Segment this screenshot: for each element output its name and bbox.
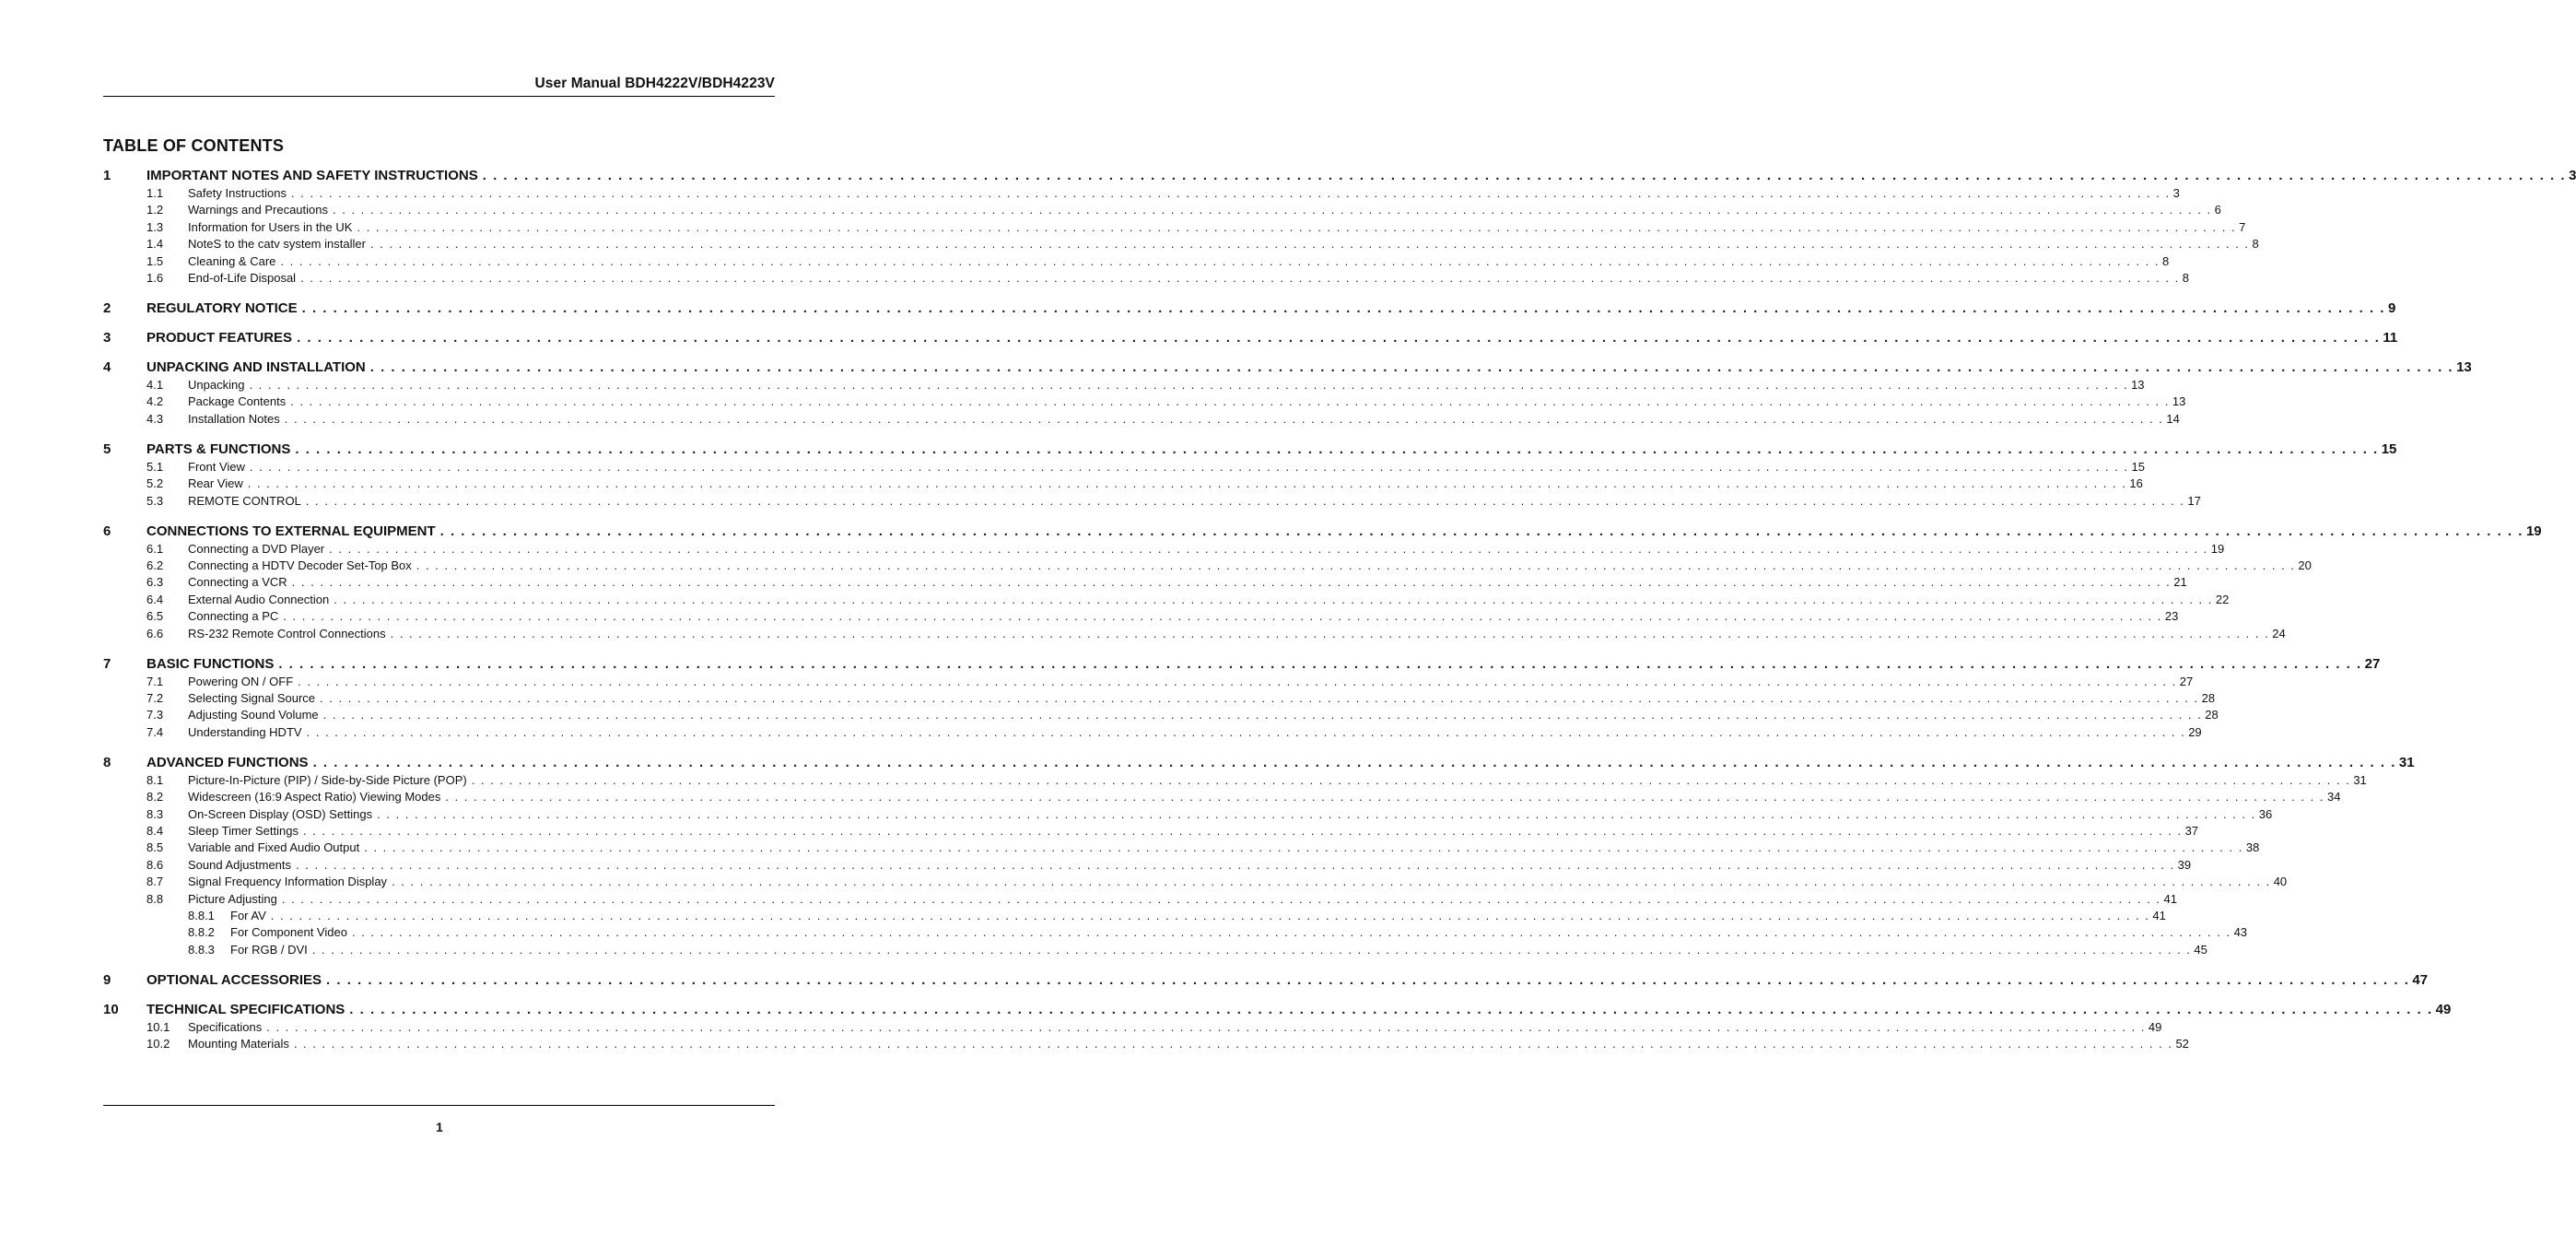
toc-entry-page: 41 (2152, 909, 2166, 922)
toc-dot-leader: . . . . . . . . . . . . . . . . . . . . . . . . . . . . . . . . . . . . . . . . . . . . . . . . . . . . . . . . . . . . . . . . . . . . . . . . . . . . . . . . . . . . . . . . . . . . . . . . . . . . . . . . . . . . . . . . . . . . . . . . . . . . . . . . . . . . . . . . . . . . . . . . . . . . . . . . . . . . . . . . . . . . . . . . . . . . . . . . . . . . . . . . . . . . . . . . . . . . . . . . (305, 493, 2185, 508)
toc-entry-label: For AV (230, 909, 266, 922)
toc-entry-label: On-Screen Display (OSD) Settings (188, 806, 373, 821)
toc-dot-leader: . . . . . . . . . . . . . . . . . . . . . . . . . . . . . . . . . . . . . . . . . . . . . . . . . . . . . . . . . . . . . . . . . . . . . . . . . . . . . . . . . . . . . . . . . . . . . . . . . . . . . . . . . . . . . . . . . . . . . . . . . . . . . . . . . . . . . . . . . . . . . . . . . . . . . . . . . . . . . . . . . . . . . . . . . . . . . . . . . . . . . . . . . . . . . . . . . . . . . . . . (416, 558, 2296, 572)
toc-entry-page: 37 (2184, 824, 2199, 838)
toc-entry-number: 4.3 (146, 411, 164, 426)
toc-entry-label: End-of-Life Disposal (188, 271, 297, 285)
toc-entry-number: 6.2 (146, 558, 164, 572)
toc-dot-leader: . . . . . . . . . . . . . . . . . . . . . . . . . . . . . . . . . . . . . . . . . . . . . . . . . . . . . . . . . . . . . . . . . . . . . . . . . . . . . . . . . . . . . . . . . . . . . . . . . . . . . . . . . . . . . . . . . . . . . . . . . . . . . . . . . . . . . . . . . . . . . . . . . . . . . . . . . . . . . . . . . . . . . . . . . . . . . . . . . . . . . . . . . . . . . . . . . . . . . . . . (369, 237, 2250, 252)
toc-entry-page: 45 (2194, 942, 2207, 957)
toc-dot-leader: . . . . . . . . . . . . . . . . . . . . . . . . . . . . . . . . . . . . . . . . . . . . . . . . . . . . . . . . . . . . . . . . . . . . . . . . . . . . . . . . . . . . . . . . . . . . . . . . . . . . . . . . . . . . . . . . . . . . . . . . . . . . . . . . . . . . . . . . . . . . . . . . . . . . . . . . . . . . . . . . . . . . . . . . . . . . . . . . . . . . . . . . . . . . . . . . . . . . . . . . (349, 1001, 2433, 1017)
toc-entry-number: 6.6 (146, 626, 164, 640)
toc-entry-number: 2 (103, 300, 111, 316)
toc-dot-leader: . . . . . . . . . . . . . . . . . . . . . . . . . . . . . . . . . . . . . . . . . . . . . . . . . . . . . . . . . . . . . . . . . . . . . . . . . . . . . . . . . . . . . . . . . . . . . . . . . . . . . . . . . . . . . . . . . . . . . . . . . . . . . . . . . . . . . . . . . . . . . . . . . . . . . . . . . . . . . . . . . . . . . . . . . . . . . . . . . . . . . . . . . . . . . . . . . . . . . . . . (392, 875, 2271, 889)
toc-dot-leader: . . . . . . . . . . . . . . . . . . . . . . . . . . . . . . . . . . . . . . . . . . . . . . . . . . . . . . . . . . . . . . . . . . . . . . . . . . . . . . . . . . . . . . . . . . . . . . . . . . . . . . . . . . . . . . . . . . . . . . . . . . . . . . . . . . . . . . . . . . . . . . . . . . . . . . . . . . . . . . . . . . . . . . . . . . . . . . . . . . . . . . . . . . . . . . . . . . . . . . . . (249, 459, 2129, 474)
toc-section-entry[interactable] (103, 891, 2177, 909)
toc-section-entry[interactable] (103, 378, 2145, 394)
toc-entry-number: 1.3 (146, 219, 164, 234)
toc-entry-label: Adjusting Sound Volume (188, 708, 319, 722)
toc-section-entry[interactable] (103, 493, 2201, 511)
toc-entry-number: 5.1 (146, 459, 164, 474)
toc-entry-number: 8.8.2 (188, 925, 215, 940)
toc-section-entry[interactable] (103, 575, 2187, 592)
toc-entry-page: 28 (2201, 691, 2216, 705)
toc-dot-leader: . . . . . . . . . . . . . . . . . . . . . . . . . . . . . . . . . . . . . . . . . . . . . . . . . . . . . . . . . . . . . . . . . . . . . . . . . . . . . . . . . . . . . . . . . . . . . . . . . . . . . . . . . . . . . . . . . . . . . . . . . . . . . . . . . . . . . . . . . . . . . . . . . . . . . . . . . . . . . . . . . . . . . . . . . . . . . . . . . . . . . . . . . . . . . . . . . . . . . . . . (302, 824, 2183, 838)
toc-entry-number: 6.5 (146, 609, 164, 624)
toc-section-entry[interactable] (103, 772, 2367, 790)
toc-section-entry[interactable] (103, 541, 2225, 558)
toc-entry-page: 13 (2172, 394, 2186, 409)
toc-entry-number: 10.2 (146, 1037, 170, 1051)
toc-entry-page: 49 (2148, 1019, 2162, 1034)
toc-entry-label: PARTS & FUNCTIONS (146, 440, 291, 457)
toc-entry-label: Cleaning & Care (188, 253, 276, 268)
toc-entry-page: 27 (2179, 674, 2194, 688)
toc-section-entry[interactable] (103, 237, 2259, 253)
toc-entry-page: 41 (2163, 891, 2177, 906)
toc-entry-number: 10.1 (146, 1019, 170, 1034)
toc-entry-page: 13 (2456, 359, 2472, 375)
page-number: 1 (436, 1120, 443, 1134)
toc-entry-label: Sound Adjustments (188, 857, 292, 872)
toc-entry-page: 23 (2164, 609, 2179, 624)
header-title: User Manual BDH4222V/BDH4223V (534, 76, 775, 91)
toc-dot-leader: . . . . . . . . . . . . . . . . . . . . . . . . . . . . . . . . . . . . . . . . . . . . . . . . . . . . . . . . . . . . . . . . . . . . . . . . . . . . . . . . . . . . . . . . . . . . . . . . . . . . . . . . . . . . . . . . . . . . . . . . . . . . . . . . . . . . . . . . . . . . . . . . . . . . . . . . . . . . . . . . . . . . . . . . . . . . . . . . . . . . . . . . . . . . . . . . . . . . . . . . (369, 359, 2454, 375)
toc-dot-leader: . . . . . . . . . . . . . . . . . . . . . . . . . . . . . . . . . . . . . . . . . . . . . . . . . . . . . . . . . . . . . . . . . . . . . . . . . . . . . . . . . . . . . . . . . . . . . . . . . . . . . . . . . . . . . . . . . . . . . . . . . . . . . . . . . . . . . . . . . . . . . . . . . . . . . . . . . . . . . . . . . . . . . . . . . . . . . . . . . . . . . . . . . . . . . . . . . . . . . . . . (312, 754, 2396, 770)
toc-dot-leader: . . . . . . . . . . . . . . . . . . . . . . . . . . . . . . . . . . . . . . . . . . . . . . . . . . . . . . . . . . . . . . . . . . . . . . . . . . . . . . . . . . . . . . . . . . . . . . . . . . . . . . . . . . . . . . . . . . . . . . . . . . . . . . . . . . . . . . . . . . . . . . . . . . . . . . . . . . . . . . . . . . . . . . . . . . . . . . . . . . . . . . . . . . . . . . . . . . . . . . . . (322, 708, 2203, 722)
toc-entry-number: 5.2 (146, 476, 164, 491)
toc-section-entry[interactable] (103, 790, 2341, 806)
toc-entry-number: 6.4 (146, 592, 164, 606)
toc-dot-leader: . . . . . . . . . . . . . . . . . . . . . . . . . . . . . . . . . . . . . . . . . . . . . . . . . . . . . . . . . . . . . . . . . . . . . . . . . . . . . . . . . . . . . . . . . . . . . . . . . . . . . . . . . . . . . . . . . . . . . . . . . . . . . . . . . . . . . . . . . . . . . . . . . . . . . . . . . . . . . . . . . . . . . . . . . . . . . . . . . . . . . . . . . . . . . . . . . . . . . . . . (306, 724, 2186, 739)
toc-entry-number: 8.7 (146, 875, 164, 889)
toc-entry-page: 39 (2177, 857, 2192, 872)
toc-entry-number: 4.2 (146, 394, 164, 409)
toc-entry-label: TECHNICAL SPECIFICATIONS (146, 1001, 345, 1017)
toc-dot-leader: . . . . . . . . . . . . . . . . . . . . . . . . . . . . . . . . . . . . . . . . . . . . . . . . . . . . . . . . . . . . . . . . . . . . . . . . . . . . . . . . . . . . . . . . . . . . . . . . . . . . . . . . . . . . . . . . . . . . . . . . . . . . . . . . . . . . . . . . . . . . . . . . . . . . . . . . . . . . . . . . . . . . . . . . . . . . . . . . . . . . . . . . . . . . . . . . . . . . . . . . (247, 476, 2127, 491)
toc-entry-number: 6 (103, 523, 111, 539)
toc-section-entry[interactable] (103, 1019, 2162, 1037)
toc-entry-number: 8.2 (146, 790, 164, 805)
toc-section-entry[interactable] (103, 925, 2248, 942)
toc-entry-page: 11 (2383, 330, 2398, 346)
toc-entry-page: 19 (2210, 541, 2225, 556)
toc-entry-page: 15 (2381, 440, 2397, 457)
toc-entry-number: 5.3 (146, 493, 164, 508)
toc-entry-page: 22 (2215, 592, 2230, 606)
toc-entry-page: 3 (2569, 168, 2576, 183)
toc-section-entry[interactable] (103, 806, 2273, 824)
toc-section-entry[interactable] (103, 558, 2312, 575)
toc-entry-number: 7.1 (146, 674, 164, 688)
toc-section-entry[interactable] (103, 708, 2219, 724)
toc-section-entry[interactable] (103, 186, 2180, 203)
toc-entry-label: Signal Frequency Information Display (188, 875, 388, 889)
toc-entry-label: Connecting a DVD Player (188, 541, 325, 556)
toc-section-entry[interactable] (103, 942, 2207, 959)
toc-section-entry[interactable] (103, 626, 2286, 643)
toc-entry-label: Installation Notes (188, 411, 280, 426)
toc-entry-page: 31 (2353, 772, 2367, 787)
toc-section-entry[interactable] (103, 909, 2166, 925)
toc-dot-leader: . . . . . . . . . . . . . . . . . . . . . . . . . . . . . . . . . . . . . . . . . . . . . . . . . . . . . . . . . . . . . . . . . . . . . . . . . . . . . . . . . . . . . . . . . . . . . . . . . . . . . . . . . . . . . . . . . . . . . . . . . . . . . . . . . . . . . . . . . . . . . . . . . . . . . . . . . . . . . . . . . . . . . . . . . . . . . . . . . . . . . . . . . . . . . . . . . . . . . . . . (298, 674, 2177, 688)
toc-entry-label: Package Contents (188, 394, 287, 409)
toc-entry-label: Rear View (188, 476, 243, 491)
toc-entry-number: 8 (103, 754, 111, 770)
toc-entry-page: 7 (2239, 219, 2246, 234)
toc-dot-leader: . . . . . . . . . . . . . . . . . . . . . . . . . . . . . . . . . . . . . . . . . . . . . . . . . . . . . . . . . . . . . . . . . . . . . . . . . . . . . . . . . . . . . . . . . . . . . . . . . . . . . . . . . . . . . . . . . . . . . . . . . . . . . . . . . . . . . . . . . . . . . . . . . . . . . . . . . . . . . . . . . . . . . . . . . . . . . . . . . . . . . . . . . . . . . . . . . . . . . . . . (301, 300, 2385, 316)
toc-section-entry[interactable] (103, 203, 2221, 219)
toc-chapter-entry[interactable] (103, 300, 2396, 317)
toc-entry-number: 1.5 (146, 253, 164, 268)
toc-dot-leader: . . . . . . . . . . . . . . . . . . . . . . . . . . . . . . . . . . . . . . . . . . . . . . . . . . . . . . . . . . . . . . . . . . . . . . . . . . . . . . . . . . . . . . . . . . . . . . . . . . . . . . . . . . . . . . . . . . . . . . . . . . . . . . . . . . . . . . . . . . . . . . . . . . . . . . . . . . . . . . . . . . . . . . . . . . . . . . . . . . . . . . . . . . . . . . . . . . . . . . . . (297, 330, 2381, 346)
toc-dot-leader: . . . . . . . . . . . . . . . . . . . . . . . . . . . . . . . . . . . . . . . . . . . . . . . . . . . . . . . . . . . . . . . . . . . . . . . . . . . . . . . . . . . . . . . . . . . . . . . . . . . . . . . . . . . . . . . . . . . . . . . . . . . . . . . . . . . . . . . . . . . . . . . . . . . . . . . . . . . . . . . . . . . . . . . . . . . . . . . . . . . . . . . . . . . . . . . . . . . . . . . . (270, 909, 2150, 922)
toc-entry-page: 21 (2173, 575, 2187, 590)
toc-entry-page: 15 (2131, 459, 2145, 474)
toc-dot-leader: . . . . . . . . . . . . . . . . . . . . . . . . . . . . . . . . . . . . . . . . . . . . . . . . . . . . . . . . . . . . . . . . . . . . . . . . . . . . . . . . . . . . . . . . . . . . . . . . . . . . . . . . . . . . . . . . . . . . . . . . . . . . . . . . . . . . . . . . . . . . . . . . . . . . . . . . . . . . . . . . . . . . . . . . . . . . . . . . . . . . . . . . . . . . . . . . . . . . . . . . (445, 790, 2324, 805)
toc-entry-label: Connecting a HDTV Decoder Set-Top Box (188, 558, 412, 572)
toc-entry-number: 6.3 (146, 575, 164, 590)
toc-entry-page: 16 (2129, 476, 2143, 491)
toc-entry-number: 9 (103, 971, 111, 988)
toc-entry-page: 24 (2272, 626, 2286, 640)
toc-entry-label: Mounting Materials (188, 1037, 289, 1051)
toc-chapter-entry[interactable] (103, 1001, 2452, 1018)
toc-title: TABLE OF CONTENTS (103, 136, 285, 155)
toc-entry-page: 19 (2525, 523, 2542, 539)
toc-entry-label: Warnings and Precautions (188, 203, 328, 217)
toc-entry-page: 49 (2435, 1001, 2452, 1017)
toc-entry-number: 4 (103, 359, 111, 375)
toc-dot-leader: . . . . . . . . . . . . . . . . . . . . . . . . . . . . . . . . . . . . . . . . . . . . . . . . . . . . . . . . . . . . . . . . . . . . . . . . . . . . . . . . . . . . . . . . . . . . . . . . . . . . . . . . . . . . . . . . . . . . . . . . . . . . . . . . . . . . . . . . . . . . . . . . . . . . . . . . . . . . . . . . . . . . . . . . . . . . . . . . . . . . . . . . . . . . . . . . . . . . . . . . (281, 891, 2161, 906)
toc-section-entry[interactable] (103, 476, 2143, 493)
toc-entry-label: CONNECTIONS TO EXTERNAL EQUIPMENT (146, 523, 436, 539)
toc-entry-number: 1.4 (146, 237, 164, 252)
toc-entry-number: 5 (103, 440, 111, 457)
toc-section-entry[interactable] (103, 840, 2260, 857)
toc-entry-number: 4.1 (146, 378, 164, 392)
toc-dot-leader: . . . . . . . . . . . . . . . . . . . . . . . . . . . . . . . . . . . . . . . . . . . . . . . . . . . . . . . . . . . . . . . . . . . . . . . . . . . . . . . . . . . . . . . . . . . . . . . . . . . . . . . . . . . . . . . . . . . . . . . . . . . . . . . . . . . . . . . . . . . . . . . . . . . . . . . . . . . . . . . . . . . . . . . . . . . . . . . . . . . . . . . . . . . . . . . . . . . . . . . . (266, 1019, 2146, 1034)
toc-entry-label: For RGB / DVI (230, 942, 308, 957)
toc-entry-label: REGULATORY NOTICE (146, 300, 298, 316)
toc-entry-page: 17 (2187, 493, 2201, 508)
toc-entry-page: 8 (2162, 253, 2170, 268)
toc-entry-number: 1.2 (146, 203, 164, 217)
toc-entry-label: External Audio Connection (188, 592, 330, 606)
toc-entry-page: 31 (2398, 754, 2415, 770)
toc-entry-number: 7.4 (146, 724, 164, 739)
toc-entry-page: 29 (2188, 724, 2202, 739)
toc-section-entry[interactable] (103, 724, 2202, 742)
toc-entry-label: PRODUCT FEATURES (146, 330, 293, 346)
toc-entry-page: 38 (2245, 840, 2260, 855)
toc-entry-page: 13 (2131, 378, 2145, 392)
toc-section-entry[interactable] (103, 459, 2145, 476)
toc-entry-page: 47 (2412, 971, 2429, 988)
toc-entry-page: 20 (2298, 558, 2312, 572)
toc-entry-label: Unpacking (188, 378, 245, 392)
toc-entry-label: Picture-In-Picture (PIP) / Side-by-Side Picture (POP) (188, 772, 467, 787)
toc-entry-number: 1.6 (146, 271, 164, 285)
toc-dot-leader: . . . . . . . . . . . . . . . . . . . . . . . . . . . . . . . . . . . . . . . . . . . . . . . . . . . . . . . . . . . . . . . . . . . . . . . . . . . . . . . . . . . . . . . . . . . . . . . . . . . . . . . . . . . . . . . . . . . . . . . . . . . . . . . . . . . . . . . . . . . . . . . . . . . . . . . . . . . . . . . . . . . . . . . . . . . . . . . . . . . . . . . . . . . . . . . . . . . . . . . . (280, 253, 2160, 268)
toc-chapter-entry[interactable] (103, 971, 2429, 989)
toc-entry-number: 3 (103, 330, 111, 346)
toc-dot-leader: . . . . . . . . . . . . . . . . . . . . . . . . . . . . . . . . . . . . . . . . . . . . . . . . . . . . . . . . . . . . . . . . . . . . . . . . . . . . . . . . . . . . . . . . . . . . . . . . . . . . . . . . . . . . . . . . . . . . . . . . . . . . . . . . . . . . . . . . . . . . . . . . . . . . . . . . . . . . . . . . . . . . . . . . . . . . . . . . . . . . . . . . . . . . . . . . . . . . . . . . (311, 942, 2192, 957)
toc-entry-number: 8.8.1 (188, 909, 215, 922)
toc-section-entry[interactable] (103, 271, 2189, 288)
toc-entry-label: Connecting a PC (188, 609, 279, 624)
toc-dot-leader: . . . . . . . . . . . . . . . . . . . . . . . . . . . . . . . . . . . . . . . . . . . . . . . . . . . . . . . . . . . . . . . . . . . . . . . . . . . . . . . . . . . . . . . . . . . . . . . . . . . . . . . . . . . . . . . . . . . . . . . . . . . . . . . . . . . . . . . . . . . . . . . . . . . . . . . . . . . . . . . . . . . . . . . . . . . . . . . . . . . . . . . . . . . . . . . . . . . . . . . . (377, 806, 2256, 821)
toc-entry-page: 28 (2205, 708, 2219, 722)
toc-dot-leader: . . . . . . . . . . . . . . . . . . . . . . . . . . . . . . . . . . . . . . . . . . . . . . . . . . . . . . . . . . . . . . . . . . . . . . . . . . . . . . . . . . . . . . . . . . . . . . . . . . . . . . . . . . . . . . . . . . . . . . . . . . . . . . . . . . . . . . . . . . . . . . . . . . . . . . . . . . . . . . . . . . . . . . . . . . . . . . . . . . . . . . . . . . . . . . . . . . . . . . . . (295, 440, 2379, 457)
toc-section-entry[interactable] (103, 875, 2288, 891)
toc-entry-page: 40 (2273, 875, 2288, 889)
toc-dot-leader: . . . . . . . . . . . . . . . . . . . . . . . . . . . . . . . . . . . . . . . . . . . . . . . . . . . . . . . . . . . . . . . . . . . . . . . . . . . . . . . . . . . . . . . . . . . . . . . . . . . . . . . . . . . . . . . . . . . . . . . . . . . . . . . . . . . . . . . . . . . . . . . . . . . . . . . . . . . . . . . . . . . . . . . . . . . . . . . . . . . . . . . . . . . . . . . . . . . . . . . . (390, 626, 2270, 640)
toc-entry-page: 27 (2364, 655, 2381, 672)
toc-chapter-entry[interactable] (103, 359, 2472, 376)
toc-entry-page: 6 (2214, 203, 2221, 217)
toc-entry-label: IMPORTANT NOTES AND SAFETY INSTRUCTIONS (146, 168, 478, 183)
toc-chapter-entry[interactable] (103, 330, 2398, 346)
toc-entry-label: Understanding HDTV (188, 724, 302, 739)
toc-entry-page: 3 (2172, 186, 2180, 200)
toc-dot-leader: . . . . . . . . . . . . . . . . . . . . . . . . . . . . . . . . . . . . . . . . . . . . . . . . . . . . . . . . . . . . . . . . . . . . . . . . . . . . . . . . . . . . . . . . . . . . . . . . . . . . . . . . . . . . . . . . . . . . . . . . . . . . . . . . . . . . . . . . . . . . . . . . . . . . . . . . . . . . . . . . . . . . . . . . . . . . . . . . . . . . . . . . . . . . . . . . . . . . . . . . (351, 925, 2231, 940)
toc-chapter-entry[interactable] (103, 168, 2576, 184)
toc-section-entry[interactable] (103, 857, 2192, 875)
toc-entry-label: NoteS to the catv system installer (188, 237, 366, 252)
toc-entry-label: Powering ON / OFF (188, 674, 294, 688)
toc-entry-number: 7.2 (146, 691, 164, 705)
toc-entry-page: 43 (2233, 925, 2248, 940)
toc-entry-label: ADVANCED FUNCTIONS (146, 754, 309, 770)
toc-section-entry[interactable] (103, 609, 2179, 626)
toc-entry-page: 8 (2252, 237, 2259, 252)
toc-dot-leader: . . . . . . . . . . . . . . . . . . . . . . . . . . . . . . . . . . . . . . . . . . . . . . . . . . . . . . . . . . . . . . . . . . . . . . . . . . . . . . . . . . . . . . . . . . . . . . . . . . . . . . . . . . . . . . . . . . . . . . . . . . . . . . . . . . . . . . . . . . . . . . . . . . . . . . . . . . . . . . . . . . . . . . . . . . . . . . . . . . . . . . . . . . . . . . . . . . . . . . . . (249, 378, 2129, 392)
toc-section-entry[interactable] (103, 691, 2216, 708)
toc-section-entry[interactable] (103, 592, 2230, 609)
toc-entry-label: Sleep Timer Settings (188, 824, 299, 838)
toc-entry-number: 7.3 (146, 708, 164, 722)
toc-entry-label: RS-232 Remote Control Connections (188, 626, 386, 640)
toc-entry-number: 8.8.3 (188, 942, 215, 957)
toc-entry-label: Specifications (188, 1019, 263, 1034)
toc-entry-label: Information for Users in the UK (188, 219, 353, 234)
toc-entry-number: 10 (103, 1001, 119, 1017)
toc-dot-leader: . . . . . . . . . . . . . . . . . . . . . . . . . . . . . . . . . . . . . . . . . . . . . . . . . . . . . . . . . . . . . . . . . . . . . . . . . . . . . . . . . . . . . . . . . . . . . . . . . . . . . . . . . . . . . . . . . . . . . . . . . . . . . . . . . . . . . . . . . . . . . . . . . . . . . . . . . . . . . . . . . . . . . . . . . . . . . . . . . . . . . . . . . . . . . . . . . . . . . . . . (284, 411, 2164, 426)
toc-section-entry[interactable] (103, 411, 2180, 429)
toc-section-entry[interactable] (103, 674, 2194, 691)
toc-entry-label: Selecting Signal Source (188, 691, 316, 705)
toc-chapter-entry[interactable] (103, 523, 2542, 540)
toc-entry-label: OPTIONAL ACCESSORIES (146, 971, 322, 988)
toc-entry-number: 1.1 (146, 186, 164, 200)
toc-dot-leader: . . . . . . . . . . . . . . . . . . . . . . . . . . . . . . . . . . . . . . . . . . . . . . . . . . . . . . . . . . . . . . . . . . . . . . . . . . . . . . . . . . . . . . . . . . . . . . . . . . . . . . . . . . . . . . . . . . . . . . . . . . . . . . . . . . . . . . . . . . . . . . . . . . . . . . . . . . . . . . . . . . . . . . . . . . . . . . . . . . . . . . . . . . . . . . . . . . . . . . . . (300, 271, 2180, 285)
toc-section-entry[interactable] (103, 253, 2170, 271)
toc-entry-page: 9 (2387, 300, 2396, 316)
toc-section-entry[interactable] (103, 824, 2199, 840)
toc-dot-leader: . . . . . . . . . . . . . . . . . . . . . . . . . . . . . . . . . . . . . . . . . . . . . . . . . . . . . . . . . . . . . . . . . . . . . . . . . . . . . . . . . . . . . . . . . . . . . . . . . . . . . . . . . . . . . . . . . . . . . . . . . . . . . . . . . . . . . . . . . . . . . . . . . . . . . . . . . . . . . . . . . . . . . . . . . . . . . . . . . . . . . . . . . . . . . . . . . . . . . . . . (333, 203, 2212, 217)
toc-entry-page: 52 (2175, 1037, 2189, 1051)
toc-entry-label: Variable and Fixed Audio Output (188, 840, 360, 855)
toc-entry-label: Front View (188, 459, 245, 474)
footer-rule (103, 1105, 775, 1106)
toc-dot-leader: . . . . . . . . . . . . . . . . . . . . . . . . . . . . . . . . . . . . . . . . . . . . . . . . . . . . . . . . . . . . . . . . . . . . . . . . . . . . . . . . . . . . . . . . . . . . . . . . . . . . . . . . . . . . . . . . . . . . . . . . . . . . . . . . . . . . . . . . . . . . . . . . . . . . . . . . . . . . . . . . . . . . . . . . . . . . . . . . . . . . . . . . . . . . . . . . . . . . . . . . (326, 971, 2410, 988)
toc-dot-leader: . . . . . . . . . . . . . . . . . . . . . . . . . . . . . . . . . . . . . . . . . . . . . . . . . . . . . . . . . . . . . . . . . . . . . . . . . . . . . . . . . . . . . . . . . . . . . . . . . . . . . . . . . . . . . . . . . . . . . . . . . . . . . . . . . . . . . . . . . . . . . . . . . . . . . . . . . . . . . . . . . . . . . . . . . . . . . . . . . . . . . . . . . . . . . . . . . . . . . . . . (334, 592, 2213, 606)
toc-section-entry[interactable] (103, 394, 2186, 411)
toc-entry-number: 8.5 (146, 840, 164, 855)
toc-dot-leader: . . . . . . . . . . . . . . . . . . . . . . . . . . . . . . . . . . . . . . . . . . . . . . . . . . . . . . . . . . . . . . . . . . . . . . . . . . . . . . . . . . . . . . . . . . . . . . . . . . . . . . . . . . . . . . . . . . . . . . . . . . . . . . . . . . . . . . . . . . . . . . . . . . . . . . . . . . . . . . . . . . . . . . . . . . . . . . . . . . . . . . . . . . . . . . . . . . . . . . . . (482, 168, 2567, 183)
toc-entry-number: 8.3 (146, 806, 164, 821)
toc-dot-leader: . . . . . . . . . . . . . . . . . . . . . . . . . . . . . . . . . . . . . . . . . . . . . . . . . . . . . . . . . . . . . . . . . . . . . . . . . . . . . . . . . . . . . . . . . . . . . . . . . . . . . . . . . . . . . . . . . . . . . . . . . . . . . . . . . . . . . . . . . . . . . . . . . . . . . . . . . . . . . . . . . . . . . . . . . . . . . . . . . . . . . . . . . . . . . . . . . . . . . . . . (293, 1037, 2173, 1051)
toc-chapter-entry[interactable] (103, 754, 2415, 771)
toc-entry-page: 14 (2166, 411, 2180, 426)
toc-entry-page: 8 (2182, 271, 2189, 285)
toc-entry-page: 36 (2258, 806, 2273, 821)
toc-entry-page: 34 (2326, 790, 2341, 805)
toc-entry-number: 8.1 (146, 772, 164, 787)
toc-entry-number: 8.4 (146, 824, 164, 838)
toc-entry-number: 8.8 (146, 891, 164, 906)
toc-entry-label: Picture Adjusting (188, 891, 277, 906)
toc-entry-label: Widescreen (16:9 Aspect Ratio) Viewing Modes (188, 790, 441, 805)
toc-chapter-entry[interactable] (103, 440, 2397, 458)
toc-entry-number: 8.6 (146, 857, 164, 872)
toc-dot-leader: . . . . . . . . . . . . . . . . . . . . . . . . . . . . . . . . . . . . . . . . . . . . . . . . . . . . . . . . . . . . . . . . . . . . . . . . . . . . . . . . . . . . . . . . . . . . . . . . . . . . . . . . . . . . . . . . . . . . . . . . . . . . . . . . . . . . . . . . . . . . . . . . . . . . . . . . . . . . . . . . . . . . . . . . . . . . . . . . . . . . . . . . . . . . . . . . . . . . . . . . (290, 186, 2171, 200)
toc-entry-label: For Component Video (230, 925, 347, 940)
toc-dot-leader: . . . . . . . . . . . . . . . . . . . . . . . . . . . . . . . . . . . . . . . . . . . . . . . . . . . . . . . . . . . . . . . . . . . . . . . . . . . . . . . . . . . . . . . . . . . . . . . . . . . . . . . . . . . . . . . . . . . . . . . . . . . . . . . . . . . . . . . . . . . . . . . . . . . . . . . . . . . . . . . . . . . . . . . . . . . . . . . . . . . . . . . . . . . . . . . . . . . . . . . . (291, 575, 2172, 590)
toc-dot-leader: . . . . . . . . . . . . . . . . . . . . . . . . . . . . . . . . . . . . . . . . . . . . . . . . . . . . . . . . . . . . . . . . . . . . . . . . . . . . . . . . . . . . . . . . . . . . . . . . . . . . . . . . . . . . . . . . . . . . . . . . . . . . . . . . . . . . . . . . . . . . . . . . . . . . . . . . . . . . . . . . . . . . . . . . . . . . . . . . . . . . . . . . . . . . . . . . . . . . . . . . (290, 394, 2170, 409)
toc-entry-number: 6.1 (146, 541, 164, 556)
toc-dot-leader: . . . . . . . . . . . . . . . . . . . . . . . . . . . . . . . . . . . . . . . . . . . . . . . . . . . . . . . . . . . . . . . . . . . . . . . . . . . . . . . . . . . . . . . . . . . . . . . . . . . . . . . . . . . . . . . . . . . . . . . . . . . . . . . . . . . . . . . . . . . . . . . . . . . . . . . . . . . . . . . . . . . . . . . . . . . . . . . . . . . . . . . . . . . . . . . . . . . . . . . . (471, 772, 2351, 787)
toc-entry-label: BASIC FUNCTIONS (146, 655, 275, 672)
toc-entry-number: 1 (103, 168, 111, 183)
toc-dot-leader: . . . . . . . . . . . . . . . . . . . . . . . . . . . . . . . . . . . . . . . . . . . . . . . . . . . . . . . . . . . . . . . . . . . . . . . . . . . . . . . . . . . . . . . . . . . . . . . . . . . . . . . . . . . . . . . . . . . . . . . . . . . . . . . . . . . . . . . . . . . . . . . . . . . . . . . . . . . . . . . . . . . . . . . . . . . . . . . . . . . . . . . . . . . . . . . . . . . . . . . . (278, 655, 2362, 672)
toc-dot-leader: . . . . . . . . . . . . . . . . . . . . . . . . . . . . . . . . . . . . . . . . . . . . . . . . . . . . . . . . . . . . . . . . . . . . . . . . . . . . . . . . . . . . . . . . . . . . . . . . . . . . . . . . . . . . . . . . . . . . . . . . . . . . . . . . . . . . . . . . . . . . . . . . . . . . . . . . . . . . . . . . . . . . . . . . . . . . . . . . . . . . . . . . . . . . . . . . . . . . . . . . (357, 219, 2237, 234)
toc-dot-leader: . . . . . . . . . . . . . . . . . . . . . . . . . . . . . . . . . . . . . . . . . . . . . . . . . . . . . . . . . . . . . . . . . . . . . . . . . . . . . . . . . . . . . . . . . . . . . . . . . . . . . . . . . . . . . . . . . . . . . . . . . . . . . . . . . . . . . . . . . . . . . . . . . . . . . . . . . . . . . . . . . . . . . . . . . . . . . . . . . . . . . . . . . . . . . . . . . . . . . . . . (364, 840, 2243, 855)
toc-dot-leader: . . . . . . . . . . . . . . . . . . . . . . . . . . . . . . . . . . . . . . . . . . . . . . . . . . . . . . . . . . . . . . . . . . . . . . . . . . . . . . . . . . . . . . . . . . . . . . . . . . . . . . . . . . . . . . . . . . . . . . . . . . . . . . . . . . . . . . . . . . . . . . . . . . . . . . . . . . . . . . . . . . . . . . . . . . . . . . . . . . . . . . . . . . . . . . . . . . . . . . . . (320, 691, 2199, 705)
toc-entry-label: REMOTE CONTROL (188, 493, 301, 508)
toc-entry-label: UNPACKING AND INSTALLATION (146, 359, 366, 375)
header-rule (103, 96, 775, 97)
toc-dot-leader: . . . . . . . . . . . . . . . . . . . . . . . . . . . . . . . . . . . . . . . . . . . . . . . . . . . . . . . . . . . . . . . . . . . . . . . . . . . . . . . . . . . . . . . . . . . . . . . . . . . . . . . . . . . . . . . . . . . . . . . . . . . . . . . . . . . . . . . . . . . . . . . . . . . . . . . . . . . . . . . . . . . . . . . . . . . . . . . . . . . . . . . . . . . . . . . . . . . . . . . . (283, 609, 2162, 624)
toc-dot-leader: . . . . . . . . . . . . . . . . . . . . . . . . . . . . . . . . . . . . . . . . . . . . . . . . . . . . . . . . . . . . . . . . . . . . . . . . . . . . . . . . . . . . . . . . . . . . . . . . . . . . . . . . . . . . . . . . . . . . . . . . . . . . . . . . . . . . . . . . . . . . . . . . . . . . . . . . . . . . . . . . . . . . . . . . . . . . . . . . . . . . . . . . . . . . . . . . . . . . . . . . (329, 541, 2208, 556)
toc-dot-leader: . . . . . . . . . . . . . . . . . . . . . . . . . . . . . . . . . . . . . . . . . . . . . . . . . . . . . . . . . . . . . . . . . . . . . . . . . . . . . . . . . . . . . . . . . . . . . . . . . . . . . . . . . . . . . . . . . . . . . . . . . . . . . . . . . . . . . . . . . . . . . . . . . . . . . . . . . . . . . . . . . . . . . . . . . . . . . . . . . . . . . . . . . . . . . . . . . . . . . . . . (296, 857, 2175, 872)
toc-entry-label: Connecting a VCR (188, 575, 287, 590)
toc-entry-number: 7 (103, 655, 111, 672)
toc-section-entry[interactable] (103, 1037, 2189, 1053)
toc-section-entry[interactable] (103, 219, 2246, 237)
toc-chapter-entry[interactable] (103, 655, 2381, 673)
toc-entry-label: Safety Instructions (188, 186, 287, 200)
toc-dot-leader: . . . . . . . . . . . . . . . . . . . . . . . . . . . . . . . . . . . . . . . . . . . . . . . . . . . . . . . . . . . . . . . . . . . . . . . . . . . . . . . . . . . . . . . . . . . . . . . . . . . . . . . . . . . . . . . . . . . . . . . . . . . . . . . . . . . . . . . . . . . . . . . . . . . . . . . . . . . . . . . . . . . . . . . . . . . . . . . . . . . . . . . . . . . . . . . . . . . . . . . . (439, 523, 2523, 539)
